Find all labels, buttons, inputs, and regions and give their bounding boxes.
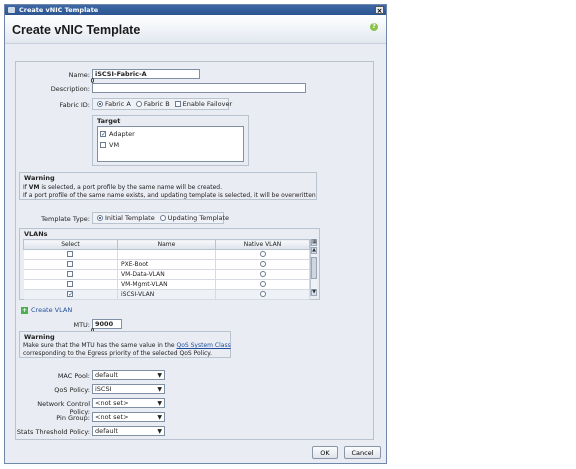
table-row[interactable] <box>24 250 310 260</box>
fabric-a-option[interactable] <box>97 100 131 108</box>
warning-mtu-line2: corresponding to the Egress priority of the selected QoS Policy. <box>23 350 212 357</box>
vlan-name-cell: iSCSI-VLAN <box>117 290 215 300</box>
fabric-id-label: Fabric ID: <box>59 101 90 109</box>
warning-mtu-title: Warning <box>24 333 55 341</box>
warning-vm-line1 <box>23 184 222 191</box>
template-type-group <box>92 212 230 224</box>
fabric-b-label: Fabric B <box>143 100 170 108</box>
pin-group-value: <not set> <box>95 413 129 421</box>
chevron-down-icon[interactable]: ▼ <box>157 414 162 421</box>
create-vlan-link[interactable] <box>21 306 72 314</box>
vlan-row-checkbox[interactable]: ✓ <box>68 291 74 298</box>
warning-vm-line2: If a port profile of the same name exists, and updating template is selected, it will be overwritten <box>23 192 316 199</box>
enable-failover-checkbox[interactable] <box>175 101 181 107</box>
fabric-id-group <box>92 98 233 110</box>
target-list <box>97 126 244 162</box>
updating-template-option[interactable] <box>160 214 229 222</box>
vlan-name-cell: VM-Mgmt-VLAN <box>117 280 215 290</box>
warning-vm-line1-a: If <box>23 184 29 191</box>
target-group <box>92 115 249 166</box>
page-title: Create vNIC Template <box>12 23 141 37</box>
plus-icon: + <box>21 306 28 314</box>
fabric-b-radio[interactable] <box>136 101 142 107</box>
stats-threshold-policy-label: Stats Threshold Policy: <box>16 428 90 436</box>
enable-failover-label: Enable Failover <box>182 100 233 108</box>
updating-template-radio[interactable] <box>160 215 166 221</box>
vlan-native-radio[interactable] <box>260 271 266 277</box>
mtu-input[interactable]: 9000 <box>92 319 122 329</box>
template-type-label: Template Type: <box>41 215 90 223</box>
mac-pool-value: default <box>95 371 118 379</box>
chevron-down-icon[interactable]: ▼ <box>157 372 162 379</box>
table-row[interactable] <box>24 290 310 300</box>
description-label: Description: <box>50 85 90 93</box>
updating-template-label: Updating Template <box>167 214 230 222</box>
chevron-down-icon[interactable]: ▼ <box>157 428 162 435</box>
mtu-label: MTU: <box>73 321 90 329</box>
create-vnic-template-dialog <box>4 4 387 464</box>
pin-group-label: Pin Group: <box>56 414 90 422</box>
vlan-select-cell[interactable] <box>24 270 118 280</box>
warning-mtu-box <box>19 331 231 358</box>
warning-vm-title: Warning <box>24 174 55 182</box>
vlan-row-checkbox[interactable] <box>67 251 73 257</box>
vlan-native-cell[interactable] <box>216 260 310 270</box>
vlans-header-row <box>24 240 310 250</box>
create-vlan-label: Create VLAN <box>31 306 73 314</box>
help-icon[interactable]: ? <box>370 23 378 31</box>
warning-vm-line1-vm: VM <box>28 184 40 191</box>
target-adapter-item[interactable] <box>100 130 135 138</box>
name-label: Name: <box>68 71 90 79</box>
description-input[interactable] <box>92 83 306 93</box>
enable-failover-option[interactable] <box>175 100 232 108</box>
table-row[interactable] <box>24 280 310 290</box>
vlans-group <box>19 228 320 300</box>
fabric-b-option[interactable] <box>136 100 170 108</box>
target-adapter-checkbox[interactable]: ✓ <box>101 131 107 138</box>
vlan-name-cell <box>117 250 215 260</box>
scroll-down-icon[interactable]: ▼ <box>312 289 316 295</box>
vlan-native-radio[interactable] <box>260 251 266 257</box>
warning-mtu-line1 <box>23 342 231 349</box>
qos-policy-select[interactable] <box>92 384 165 394</box>
vlan-name-cell: PXE-Boot <box>117 260 215 270</box>
target-vm-label: VM <box>109 141 120 149</box>
app-icon <box>8 7 15 13</box>
fabric-a-label: Fabric A <box>105 100 131 108</box>
vlan-native-cell[interactable] <box>216 250 310 260</box>
scroll-thumb[interactable] <box>311 257 317 279</box>
warning-mtu-line1-a: Make sure that the MTU has the same value in the <box>23 342 177 349</box>
target-vm-item[interactable] <box>100 141 119 149</box>
stats-threshold-policy-value: default <box>95 427 118 435</box>
table-settings-icon[interactable]: ▦ <box>312 239 317 245</box>
vlan-name-cell: VM-Data-VLAN <box>117 270 215 280</box>
vlan-row-checkbox[interactable] <box>67 281 73 287</box>
target-vm-checkbox[interactable] <box>100 142 106 148</box>
vlan-select-cell[interactable] <box>24 280 118 290</box>
initial-template-option[interactable] <box>97 214 155 222</box>
network-control-policy-select[interactable] <box>92 398 165 408</box>
chevron-down-icon[interactable]: ▼ <box>157 386 162 393</box>
target-title: Target <box>97 117 121 125</box>
pin-group-select[interactable] <box>92 412 165 422</box>
stats-threshold-policy-select[interactable] <box>92 426 165 436</box>
qos-policy-label: QoS Policy: <box>54 386 90 394</box>
vlan-native-cell[interactable] <box>216 270 310 280</box>
fabric-a-radio[interactable] <box>97 101 103 107</box>
chevron-down-icon[interactable]: ▼ <box>157 400 162 407</box>
close-icon[interactable]: × <box>376 7 383 15</box>
table-row[interactable] <box>24 260 310 270</box>
qos-policy-value: iSCSI <box>95 385 112 393</box>
vlan-row-checkbox[interactable] <box>67 261 73 267</box>
form-panel <box>15 61 374 440</box>
initial-template-radio[interactable] <box>97 215 103 221</box>
vlan-row-checkbox[interactable] <box>67 271 73 277</box>
dialog-header <box>5 15 386 44</box>
mac-pool-select[interactable] <box>92 370 165 380</box>
qos-system-class-link[interactable]: QoS System Class <box>176 342 231 349</box>
vlan-select-cell[interactable] <box>24 260 118 270</box>
warning-vm-line1-b: is selected, a port profile by the same name will be created. <box>39 184 222 191</box>
warning-vm-box <box>19 172 317 200</box>
vlan-select-cell[interactable] <box>24 250 118 260</box>
vlan-native-radio[interactable] <box>260 261 266 267</box>
cancel-button[interactable]: Cancel <box>344 446 381 459</box>
vlan-native-cell[interactable] <box>216 280 310 290</box>
network-control-policy-value: <not set> <box>95 399 129 407</box>
scroll-up-icon[interactable]: ▲ <box>312 247 316 253</box>
initial-template-label: Initial Template <box>105 214 155 222</box>
column-native-vlan[interactable]: Native VLAN <box>216 240 310 250</box>
vlans-table <box>23 239 310 300</box>
name-input[interactable]: iSCSI-Fabric-A <box>92 69 200 79</box>
vlan-native-radio[interactable] <box>260 281 266 287</box>
vlans-title: VLANs <box>24 230 48 238</box>
vlan-select-cell[interactable] <box>24 290 118 300</box>
column-name[interactable]: Name <box>117 240 215 250</box>
window-titlebar[interactable] <box>5 5 386 15</box>
mac-pool-label: MAC Pool: <box>57 372 90 380</box>
network-control-policy-label: Network Control Policy: <box>37 400 90 416</box>
window-title: Create vNIC Template <box>19 6 99 14</box>
vlan-native-cell[interactable] <box>216 290 310 300</box>
ok-button[interactable]: OK <box>312 446 338 459</box>
vlans-scrollbar[interactable] <box>310 239 317 296</box>
vlan-native-radio[interactable] <box>260 291 266 297</box>
table-row[interactable] <box>24 270 310 280</box>
target-adapter-label: Adapter <box>109 130 135 138</box>
column-select[interactable]: Select <box>24 240 118 250</box>
